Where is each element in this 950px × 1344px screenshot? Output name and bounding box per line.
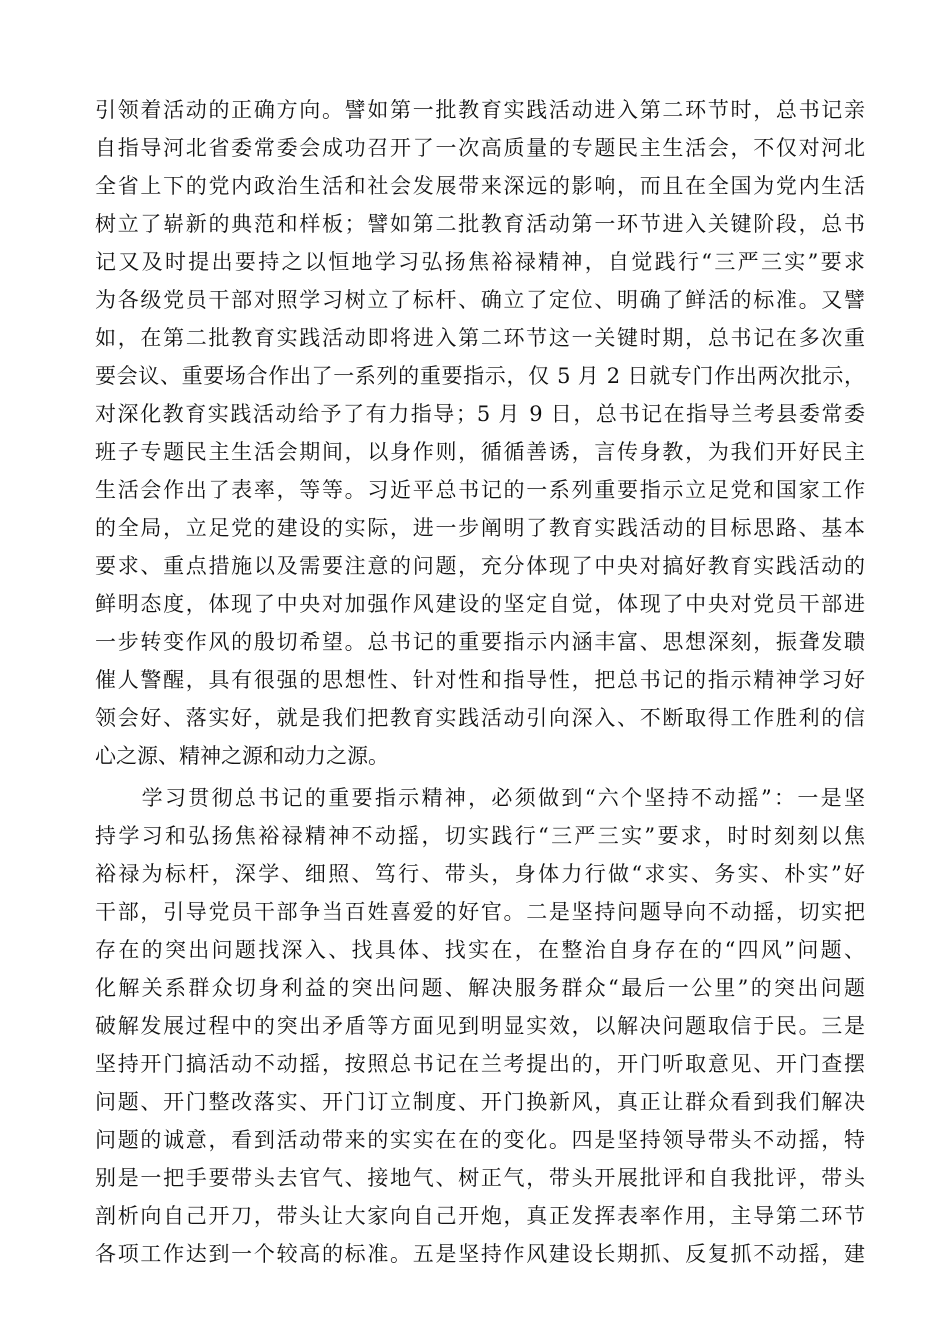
text-line: 记又及时提出要持之以恒地学习弘扬焦裕禄精神，自觉践行“三严三实”要求 <box>95 250 865 274</box>
text-line: 为各级党员干部对照学习树立了标杆、确立了定位、明确了鲜活的标准。又譬 <box>95 288 865 312</box>
text-line: 心之源、精神之源和动力之源。 <box>95 744 389 768</box>
text-line: 引领着活动的正确方向。譬如第一批教育实践活动进入第二环节时，总书记亲 <box>95 98 865 122</box>
text-line: 学习贯彻总书记的重要指示精神，必须做到“六个坚持不动摇”：一是坚 <box>95 786 865 810</box>
text-line: 干部，引导党员干部争当百姓喜爱的好官。二是坚持问题导向不动摇，切实把 <box>95 900 865 924</box>
text-line: 破解发展过程中的突出矛盾等方面见到明显实效，以解决问题取信于民。三是 <box>95 1014 865 1038</box>
text-line: 化解关系群众切身利益的突出问题、解决服务群众“最后一公里”的突出问题 <box>95 976 865 1000</box>
text-line: 领会好、落实好，就是我们把教育实践活动引向深入、不断取得工作胜利的信 <box>95 706 865 730</box>
text-line: 对深化教育实践活动给予了有力指导；5 月 9 日，总书记在指导兰考县委常委 <box>95 402 865 426</box>
text-line: 自指导河北省委常委会成功召开了一次高质量的专题民主生活会，不仅对河北 <box>95 136 865 160</box>
text-line: 要求、重点措施以及需要注意的问题，充分体现了中央对搞好教育实践活动的 <box>95 554 865 578</box>
text-line: 一步转变作风的殷切希望。总书记的重要指示内涵丰富、思想深刻，振聋发聩 <box>95 630 865 654</box>
text-line: 全省上下的党内政治生活和社会发展带来深远的影响，而且在全国为党内生活 <box>95 174 865 198</box>
text-line: 坚持开门搞活动不动摇，按照总书记在兰考提出的，开门听取意见、开门查摆 <box>95 1052 865 1076</box>
text-line: 树立了崭新的典范和样板；譬如第二批教育活动第一环节进入关键阶段，总书 <box>95 212 865 236</box>
text-line: 催人警醒，具有很强的思想性、针对性和指导性，把总书记的指示精神学习好 <box>95 668 865 692</box>
text-line: 要会议、重要场合作出了一系列的重要指示，仅 5 月 2 日就专门作出两次批示， <box>95 364 865 388</box>
text-line: 别是一把手要带头去官气、接地气、树正气，带头开展批评和自我批评，带头 <box>95 1166 865 1190</box>
text-line: 问题的诚意，看到活动带来的实实在在的变化。四是坚持领导带头不动摇，特 <box>95 1128 865 1152</box>
text-line: 剖析向自己开刀，带头让大家向自己开炮，真正发挥表率作用，主导第二环节 <box>95 1204 865 1228</box>
text-line: 如，在第二批教育实践活动即将进入第二环节这一关键时期，总书记在多次重 <box>95 326 865 350</box>
text-line: 的全局，立足党的建设的实际，进一步阐明了教育实践活动的目标思路、基本 <box>95 516 865 540</box>
text-line: 存在的突出问题找深入、找具体、找实在，在整治自身存在的“四风”问题、 <box>95 938 865 962</box>
text-line: 鲜明态度，体现了中央对加强作风建设的坚定自觉，体现了中央对党员干部进 <box>95 592 865 616</box>
text-line: 各项工作达到一个较高的标准。五是坚持作风建设长期抓、反复抓不动摇，建 <box>95 1242 865 1266</box>
text-line: 问题、开门整改落实、开门订立制度、开门换新风，真正让群众看到我们解决 <box>95 1090 865 1114</box>
text-line: 班子专题民主生活会期间，以身作则，循循善诱，言传身教，为我们开好民主 <box>95 440 865 464</box>
text-line: 生活会作出了表率，等等。习近平总书记的一系列重要指示立足党和国家工作 <box>95 478 865 502</box>
text-line: 裕禄为标杆，深学、细照、笃行、带头，身体力行做“求实、务实、朴实”好 <box>95 862 865 886</box>
text-line: 持学习和弘扬焦裕禄精神不动摇，切实践行“三严三实”要求，时时刻刻以焦 <box>95 824 865 848</box>
